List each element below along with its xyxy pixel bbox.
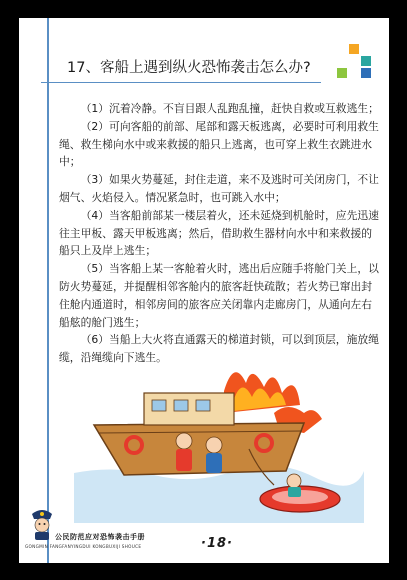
page-number: ·18· [201,536,233,551]
person-head [176,433,192,449]
paragraph-6: （6）当船上大火将直通露天的梯道封锁，可以到顶层，施放绳缆，沿绳缆向下逃生。 [59,333,379,365]
person-head [287,474,301,488]
paragraph-2: （2）可向客船的前部、尾部和露天板逃离，必要时可利用救生绳、救生梯向水中或来救援的船只上逃离，也可穿上救生衣跳进水中； [59,119,379,169]
person-head [206,437,222,453]
paragraph-3: （3）如果火势蔓延，封住走道，来不及逃时可关闭房门，不让烟气、火焰侵入。情况紧急时，也可跳入水中； [59,173,379,204]
cabin-window [196,400,210,411]
police-mascot-icon [29,506,55,540]
paragraph-5: （5）当客船上某一客舱着火时，逃出后应随手将舱门关上，以防火势蔓延，并提醒相邻客舱内的旅客赶快疏散；若火势已窜出封住舱内通道时，相邻房间的旅客应关闭靠内走廊房门，从通向左右船舷的舱门逃生； [59,262,379,329]
margin-line [47,18,49,563]
cabin-window [152,400,166,411]
decor-square-green [337,68,347,78]
paragraph-4: （4）当客船前部某一楼层着火，还未延烧到机舱时，应先迅速往主甲板、露天甲板逃离；然后，借助救生器材向水中和来救援的船只上及岸上逃生； [59,208,379,258]
footer [19,488,389,563]
decor-square-orange [349,44,359,54]
brand-pinyin: GONGMIN FANGFANYINGDUI KONGBUXIJI SHOUCE [25,544,142,549]
person-life-jacket [176,449,192,471]
page-title: 17、客船上遇到纵火恐怖袭击怎么办? [67,60,311,76]
body-text [59,100,379,367]
paragraph-1: （1）沉着冷静。不盲目跟人乱跑乱撞，赶快自救或互救逃生； [80,102,379,115]
person-body [206,453,222,473]
page [19,18,389,563]
cabin-window [174,400,188,411]
title-underline [41,82,321,83]
title-row [19,56,389,90]
decor-square-teal [361,56,371,66]
decor-square-blue [361,68,371,78]
decor-squares [337,44,373,80]
brand-name: 公民防范应对恐怖袭击手册 [55,533,145,541]
